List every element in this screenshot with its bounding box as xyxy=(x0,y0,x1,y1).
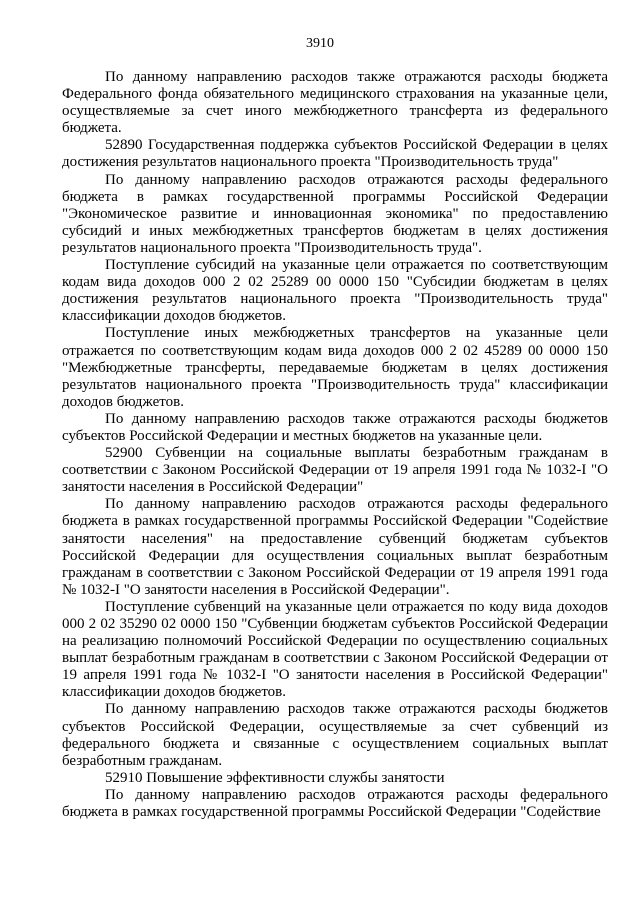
paragraph-52910-federal-expenses: По данному направлению расходов отражаются расходы федерального бюджета в рамках государственной программы Российской Федерации "Содействие xyxy=(62,786,608,821)
paragraph-52900-subvention-income: Поступление субвенций на указанные цели отражается по коду вида доходов 000 2 02 35290 02 0000 150 "Субвенции бюджетам субъектов Российской Федерации на реализацию полномочий Российской Федерации по осуществлению социальных выплат безработным гражданам в соответствии с Законом Российской Федерации от 19 апреля 1991 года № 1032-I "О занятости населения в Российской Федерации" классификации доходов бюджетов. xyxy=(62,598,608,701)
heading-52890-productivity-support: 52890 Государственная поддержка субъектов Российской Федерации в целях достижения результатов национального проекта "Производительность труда" xyxy=(62,137,608,171)
paragraph-ffoms-expenses: По данному направлению расходов также отражаются расходы бюджета Федерального фонда обязательного медицинского страхования на указанные цели, осуществляемые за счет иного межбюджетного трансферта из федерального бюджета. xyxy=(62,69,608,137)
paragraph-52890-transfer-income: Поступление иных межбюджетных трансфертов на указанные цели отражается по соответствующим кодам вида доходов 000 2 02 45289 00 0000 150 "Межбюджетные трансферты, передаваемые бюджетам в целях достижения результатов национального проекта "Производительность труда" классификации доходов бюджетов. xyxy=(62,325,608,410)
paragraph-52900-regional-expenses: По данному направлению расходов также отражаются расходы бюджетов субъектов Российской Федерации, осуществляемые за счет субвенций из федерального бюджета и связанные с осуществлением социальных выплат безработным гражданам. xyxy=(62,701,608,769)
heading-52900-unemployment-subventions: 52900 Субвенции на социальные выплаты безработным гражданам в соответствии с Законом Российской Федерации от 19 апреля 1991 года № 1032-I "О занятости населения в Российской Федерации" xyxy=(62,445,608,496)
paragraph-52890-subsidy-income: Поступление субсидий на указанные цели отражается по соответствующим кодам вида доходов 000 2 02 25289 00 0000 150 "Субсидии бюджетам в целях достижения результатов национального проекта "Производительность труда" классификации доходов бюджетов. xyxy=(62,257,608,325)
paragraph-52890-regional-expenses: По данному направлению расходов также отражаются расходы бюджетов субъектов Российской Федерации и местных бюджетов на указанные цели. xyxy=(62,410,608,444)
page-number: 3910 xyxy=(306,36,334,51)
paragraph-52890-federal-expenses: По данному направлению расходов отражаются расходы федерального бюджета в рамках государственной программы Российской Федерации "Экономическое развитие и инновационная экономика" по предоставлению субсидий и иных межбюджетных трансфертов бюджетам в целях достижения результатов национального проекта "Производительность труда". xyxy=(62,171,608,256)
heading-52910-employment-service: 52910 Повышение эффективности службы занятости xyxy=(105,769,445,786)
document-body xyxy=(62,69,608,821)
paragraph-52900-federal-expenses: По данному направлению расходов отражаются расходы федерального бюджета в рамках государственной программы Российской Федерации "Содействие занятости населения" на предоставление субвенций бюджетам субъектов Российской Федерации для осуществления социальных выплат безработным гражданам в соответствии с Законом Российской Федерации от 19 апреля 1991 года № 1032-I "О занятости населения в Российской Федерации". xyxy=(62,496,608,598)
